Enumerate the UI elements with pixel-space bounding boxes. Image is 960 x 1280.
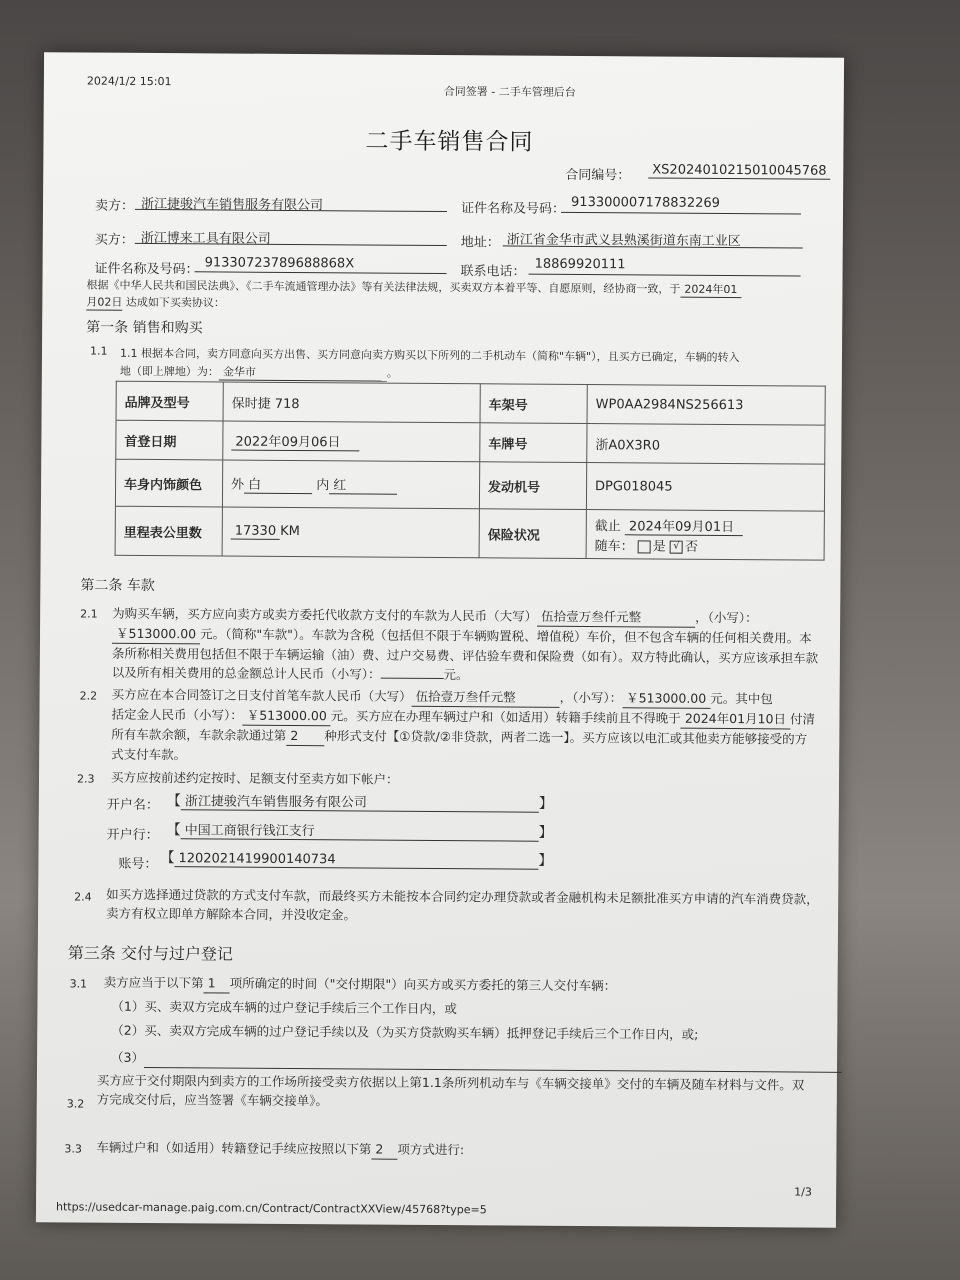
plate-label: 车牌号: [480, 423, 587, 463]
print-datetime: 2024/1/2 15:01: [86, 74, 172, 89]
mileage-value: 17330 KM: [222, 507, 479, 558]
print-page-title: 合同签署 - 二手车管理后台: [443, 85, 576, 99]
insurance-value: 截止 2024年09月01日 随车： 是 √ 否: [586, 510, 824, 561]
clause-2-1-number: 2.1: [80, 607, 98, 621]
seller-name: 浙江捷骏汽车销售服务有限公司: [140, 196, 324, 214]
clause-3-1-option2: （2）买、卖双方完成车辆的过户登记手续以及（为买方贷款购买车辆）抵押登记手续后三个工作日内，或;: [111, 1022, 699, 1042]
phone-line: [529, 274, 801, 277]
color-label: 车身内饰颜色: [115, 459, 222, 507]
contract-title: 二手车销售合同: [365, 128, 534, 156]
brand-value: 保时捷 718: [223, 382, 480, 423]
print-url: https://usedcar-manage.paig.com.cn/Contract/ContractXXView/45768?type=5: [55, 1200, 487, 1217]
insurance-no-checkbox: √: [670, 540, 683, 553]
clause-3-1-option1: （1）买、卖双方完成车辆的过户登记手续后三个工作日内，或: [111, 998, 457, 1017]
buyer-label: 买方：: [94, 232, 134, 248]
clause-2-4-number: 2.4: [74, 890, 92, 904]
phone-label: 联系电话：: [460, 264, 526, 280]
buyer-name: 浙江博来工具有限公司: [140, 230, 271, 247]
account-bank-row: 【 中国工商银行钱江支行 】: [167, 819, 553, 842]
clause-3-3: 车辆过户和（如适用）转籍登记手续应按照以下第 2 项方式进行:: [96, 1138, 464, 1161]
brand-label: 品牌及型号: [116, 381, 223, 421]
clause-2-1: 为购买车辆，买方应向卖方或卖方委托代收款方支付的车款为人民币（大写） 伍拾壹万叁仟元整 ，（小写）： ￥513000.00 元。（简称"车款"）。车款为含税（包括但不限于车辆购置税、增值税）车价，但不包含车辆的任何相关费用。本 条所称相关费用包括但不限于车辆运输（油）费、过户交易费、评估验车费和保险费（如有）。双方特此确认，买方应该承担车款 以及所有相关费用的总金额总计人民币（小写）： 元。: [111, 605, 819, 683]
article2-heading: 第二条 车款: [80, 577, 155, 595]
insurance-yes-checkbox: [638, 540, 651, 553]
page-number: 1/3: [794, 1185, 812, 1199]
contract-page: [36, 52, 844, 1228]
first-reg-value: 2022年09月06日: [223, 421, 480, 462]
article1-heading: 第一条 销售和购买: [86, 319, 203, 337]
article3-heading: 第三条 交付与过户登记: [67, 943, 233, 964]
color-value: 外 白 内 红: [222, 460, 479, 509]
clause-1-1-number: 1.1: [89, 344, 108, 358]
seller-id-line: [561, 212, 801, 215]
clause-3-1: 卖方应当于以下第 1 项所确定的时间（"交付期限"）向买方或买方委托的第三人交付车辆：: [103, 974, 617, 994]
preamble-line2: 月02日 达成如下买卖协议：: [86, 295, 225, 310]
buyer-phone: 18869920111: [534, 256, 626, 273]
plate-value: 浙A0X3R0: [587, 424, 825, 465]
contract-number: XS2024010215010045768: [648, 162, 830, 179]
insurance-label: 保险状况: [479, 509, 586, 559]
clause-2-3-number: 2.3: [76, 772, 95, 786]
buyer-address: 浙江省金华市武义县熟溪街道东南工业区: [506, 232, 741, 250]
engine-label: 发动机号: [479, 462, 586, 510]
vin-value: WP0AA2984NS256613: [587, 385, 825, 426]
contract-number-label: 合同编号：: [565, 167, 631, 184]
clause-2-3-text: 买方应按前述约定按时、足额支付至卖方如下帐户：: [110, 769, 399, 787]
buyer-id: 91330723789688868X: [204, 255, 355, 272]
buyer-id-label: 证件名称及号码：: [94, 261, 199, 278]
vehicle-info-table: [115, 381, 826, 561]
buyer-id-line: [195, 271, 447, 274]
clause-3-2: 买方应于交付期限内到卖方的工作场所接受卖方依据以上第1.1条所列机动车与《车辆交接单》交付的车辆及随车材料与文件。双 方完成交付后，应当签署《车辆交接单》。: [96, 1072, 805, 1109]
vin-label: 车架号: [480, 384, 587, 424]
seller-label: 卖方：: [94, 198, 135, 214]
clause-3-1-option3: （3）: [111, 1048, 842, 1073]
engine-value: DPG018045: [586, 463, 824, 512]
mileage-label: 里程表公里数: [115, 506, 222, 556]
account-bank-label: 开户行：: [106, 827, 159, 844]
account-name-row: 【 浙江捷骏汽车销售服务有限公司 】: [167, 790, 553, 813]
clause-1-1-text: 1.1 根据本合同，卖方同意向买方出售、买方同意向卖方购买以下所列的二手机动车（简称"车辆"），且买方已确定，车辆的转入: [119, 346, 740, 365]
clause-3-3-number: 3.3: [64, 1142, 82, 1156]
address-label: 地址：: [460, 235, 500, 251]
clause-2-2-number: 2.2: [79, 689, 98, 703]
clause-3-1-number: 3.1: [69, 977, 88, 991]
seller-id: 913300007178832269: [571, 194, 720, 211]
clause-3-2-number: 3.2: [66, 1097, 85, 1111]
account-number-label: 账号：: [118, 856, 158, 873]
clause-1-1-text2: 地（即上牌地）为： 金华市 。: [119, 364, 398, 380]
clause-2-4: 如买方选择通过贷款的方式支付车款，而最终买方未能按本合同约定办理贷款或者金融机构未足额批准买方申请的汽车消费贷款， 卖方有权立即单方解除本合同，并没收定金。: [106, 886, 819, 923]
seller-id-label: 证件名称及号码：: [460, 201, 566, 217]
account-name-label: 开户名：: [106, 797, 159, 814]
account-number-row: 【 1202021419900140734 】: [160, 850, 553, 869]
first-reg-label: 首登日期: [116, 420, 223, 460]
preamble-line1: 根据《中华人民共和国民法典》、《二手车流通管理办法》等有关法律法规，买卖双方本着平等、自愿原则，经协商一致，于 2024年01: [86, 277, 741, 299]
clause-2-2: 买方应在本合同签订之日支付首笔车款人民币（大写） 伍拾壹万叁仟元整 ，（小写）： ￥513000.00 元。其中包 括定金人民币（小写）： ￥513000.00 元。买方应在办理车辆过户和（如适用）转籍手续前且不得晚于 2024年01月10日 付清 所有车款余额，车款余款通过第 2 种形式支付【①贷款/②非贷款，两者二选一】。买方应该以电汇或其他卖方能够接受的方 式支付车款。: [111, 686, 816, 763]
